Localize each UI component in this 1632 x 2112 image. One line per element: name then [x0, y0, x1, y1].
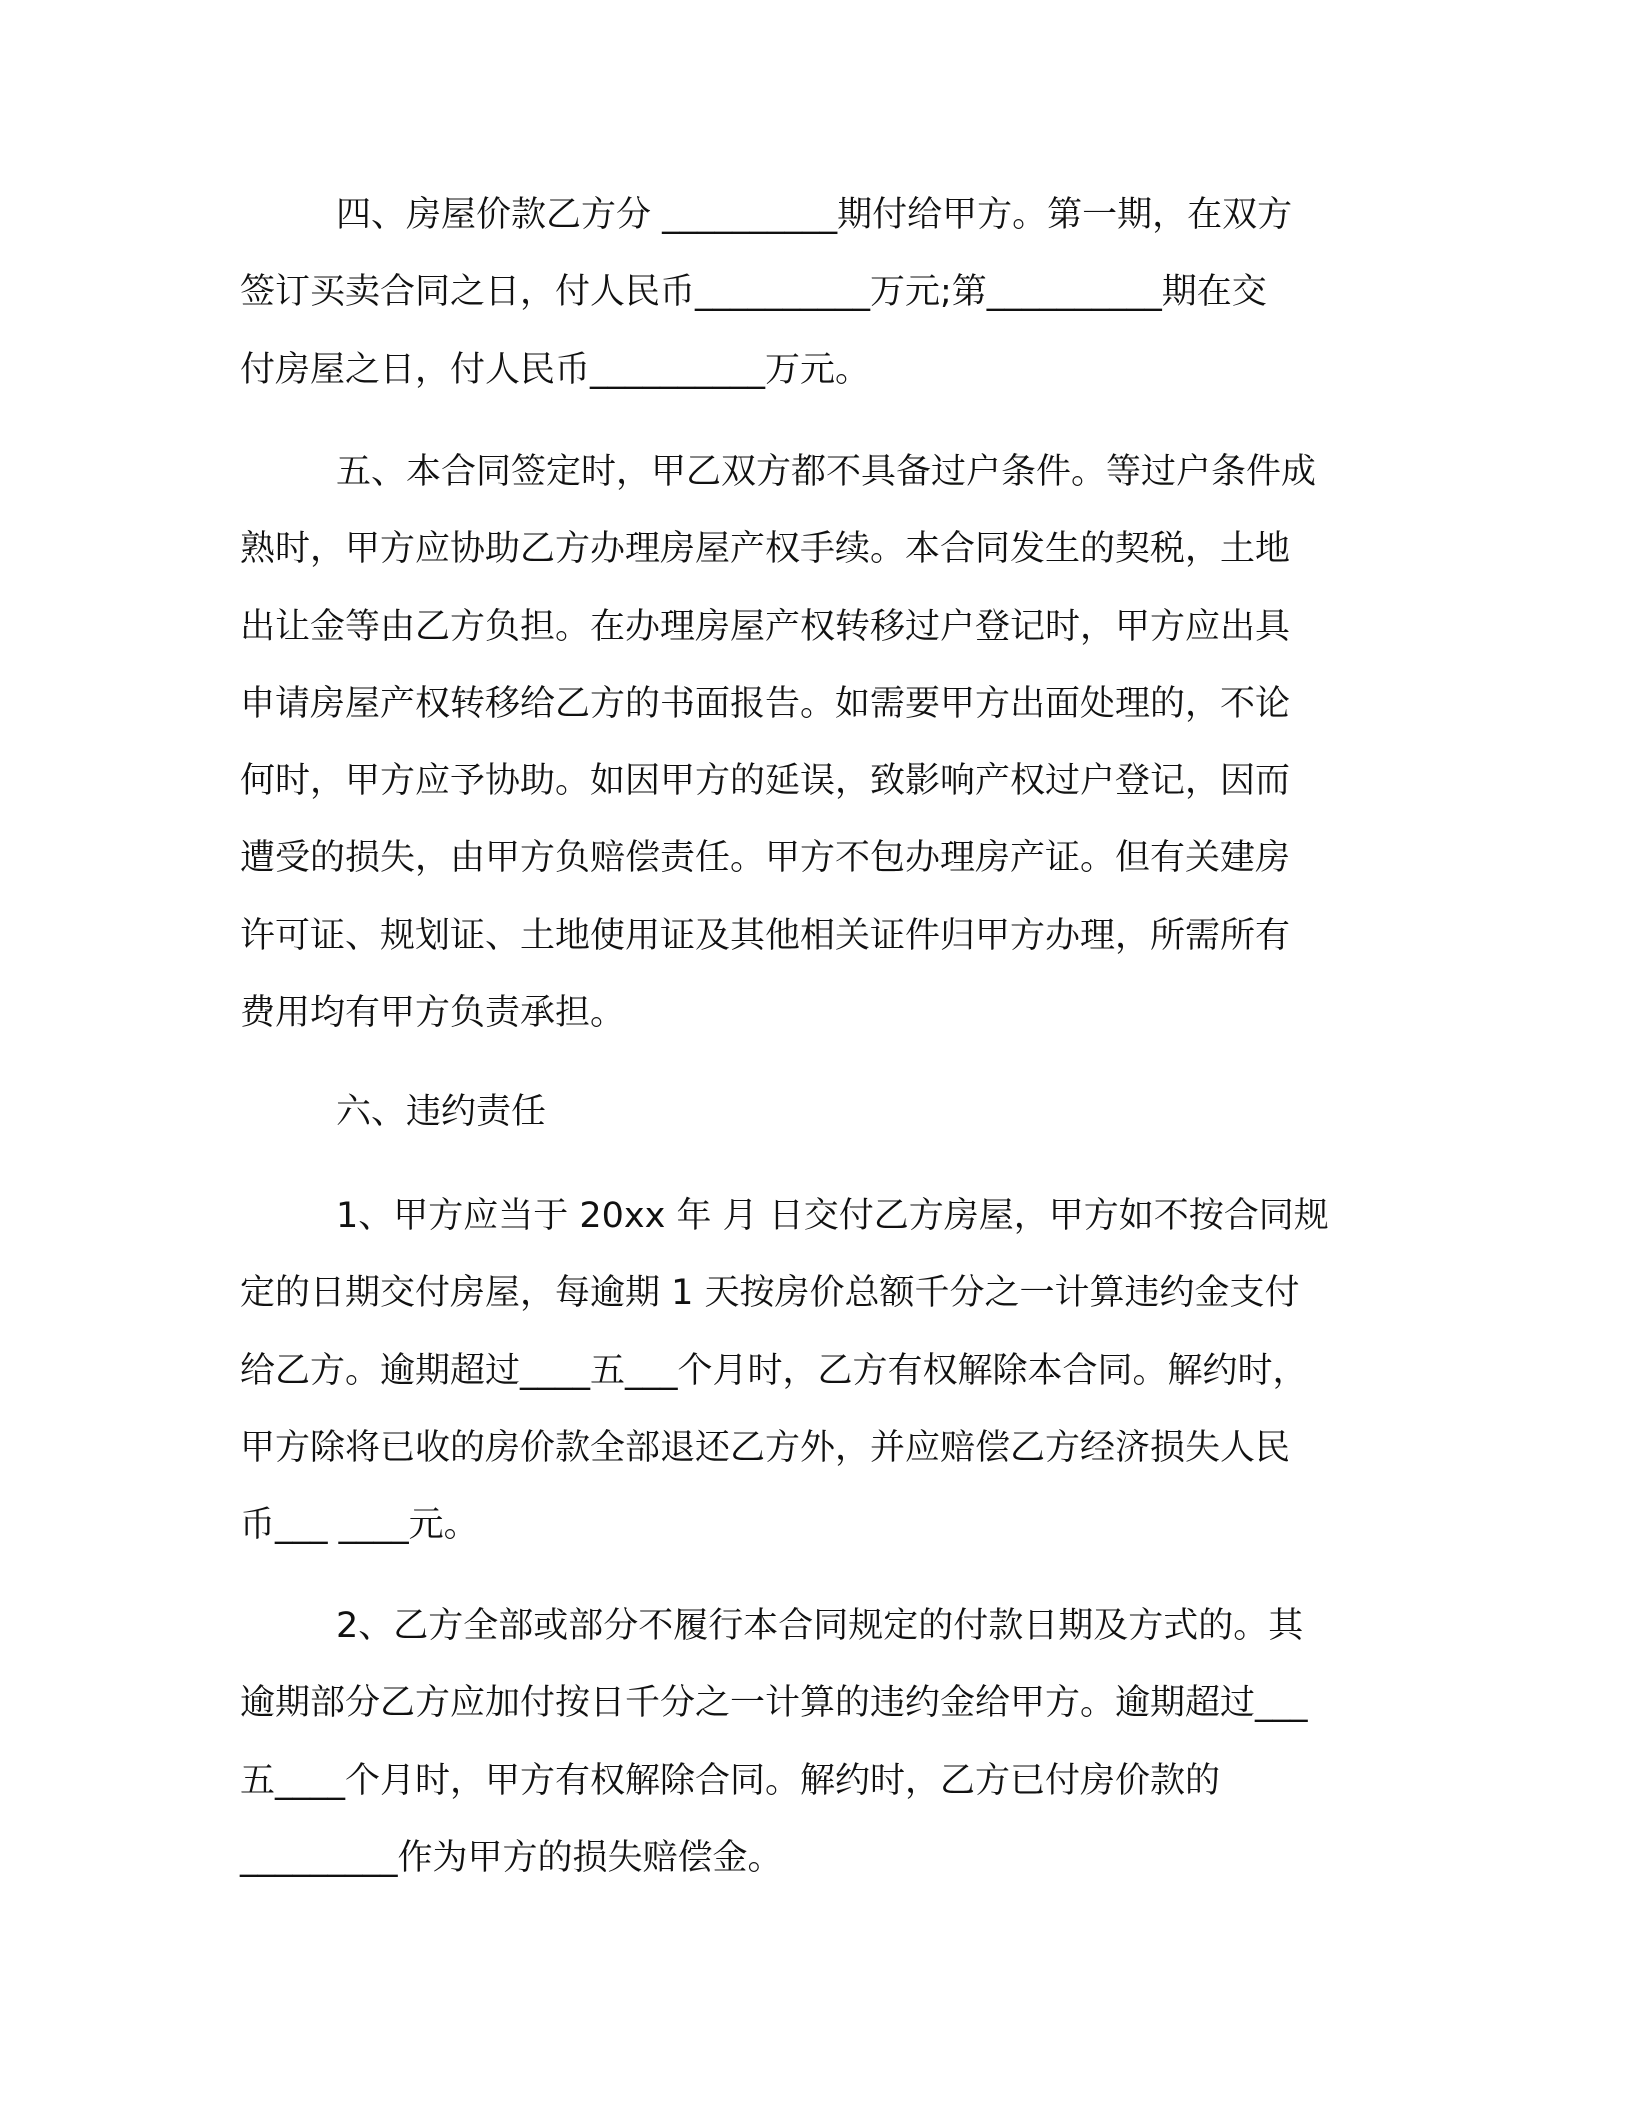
- paragraph-5-transfer: [240, 434, 1380, 1052]
- text-line: 许可证、规划证、土地使用证及其他相关证件归甲方办理，所需所有: [240, 915, 1291, 956]
- text-line: 给乙方。逾期超过____五___个月时，乙方有权解除本合同。解约时，: [240, 1350, 1308, 1391]
- text-line: 付房屋之日，付人民币__________万元。: [240, 349, 871, 390]
- text-line: 2、乙方全部或部分不履行本合同规定的付款日期及方式的。其: [336, 1606, 1304, 1646]
- text-line: 币___ ____元。: [240, 1505, 479, 1546]
- section-6-heading: [240, 1074, 1380, 1151]
- text-line: 出让金等由乙方负担。在办理房屋产权转移过户登记时，甲方应出具: [240, 606, 1291, 647]
- text-line: 定的日期交付房屋，每逾期 1 天按房价总额千分之一计算违约金支付: [240, 1273, 1300, 1314]
- paragraph-4-payment: [240, 177, 1380, 409]
- text-line: 五____个月时，甲方有权解除合同。解约时，乙方已付房价款的: [240, 1760, 1221, 1801]
- text-line: 何时，甲方应予协助。如因甲方的延误，致影响产权过户登记，因而: [240, 761, 1291, 802]
- text-line: 四、房屋价款乙方分 __________期付给甲方。第一期，在双方: [336, 195, 1293, 235]
- text-line: 1、甲方应当于 20xx 年 月 日交付乙方房屋，甲方如不按合同规: [336, 1196, 1329, 1236]
- clause-6-2: [240, 1588, 1380, 1897]
- text-line: 熟时，甲方应协助乙方办理房屋产权手续。本合同发生的契税，土地: [240, 529, 1291, 570]
- text-line: 签订买卖合同之日，付人民币__________万元;第__________期在交: [240, 272, 1267, 313]
- clause-6-1: [240, 1178, 1380, 1564]
- text-line: 申请房屋产权转移给乙方的书面报告。如需要甲方出面处理的，不论: [240, 683, 1291, 724]
- text-line: 遭受的损失，由甲方负赔偿责任。甲方不包办理房产证。但有关建房: [240, 838, 1291, 879]
- text-line: 费用均有甲方负责承担。: [240, 993, 626, 1034]
- text-line: _________作为甲方的损失赔偿金。: [240, 1837, 783, 1878]
- section-heading: 六、违约责任: [336, 1092, 547, 1132]
- text-line: 五、本合同签定时，甲乙双方都不具备过户条件。等过户条件成: [336, 452, 1317, 492]
- text-line: 逾期部分乙方应加付按日千分之一计算的违约金给甲方。逾期超过___: [240, 1683, 1308, 1724]
- text-line: 甲方除将已收的房价款全部退还乙方外，并应赔偿乙方经济损失人民: [240, 1427, 1291, 1468]
